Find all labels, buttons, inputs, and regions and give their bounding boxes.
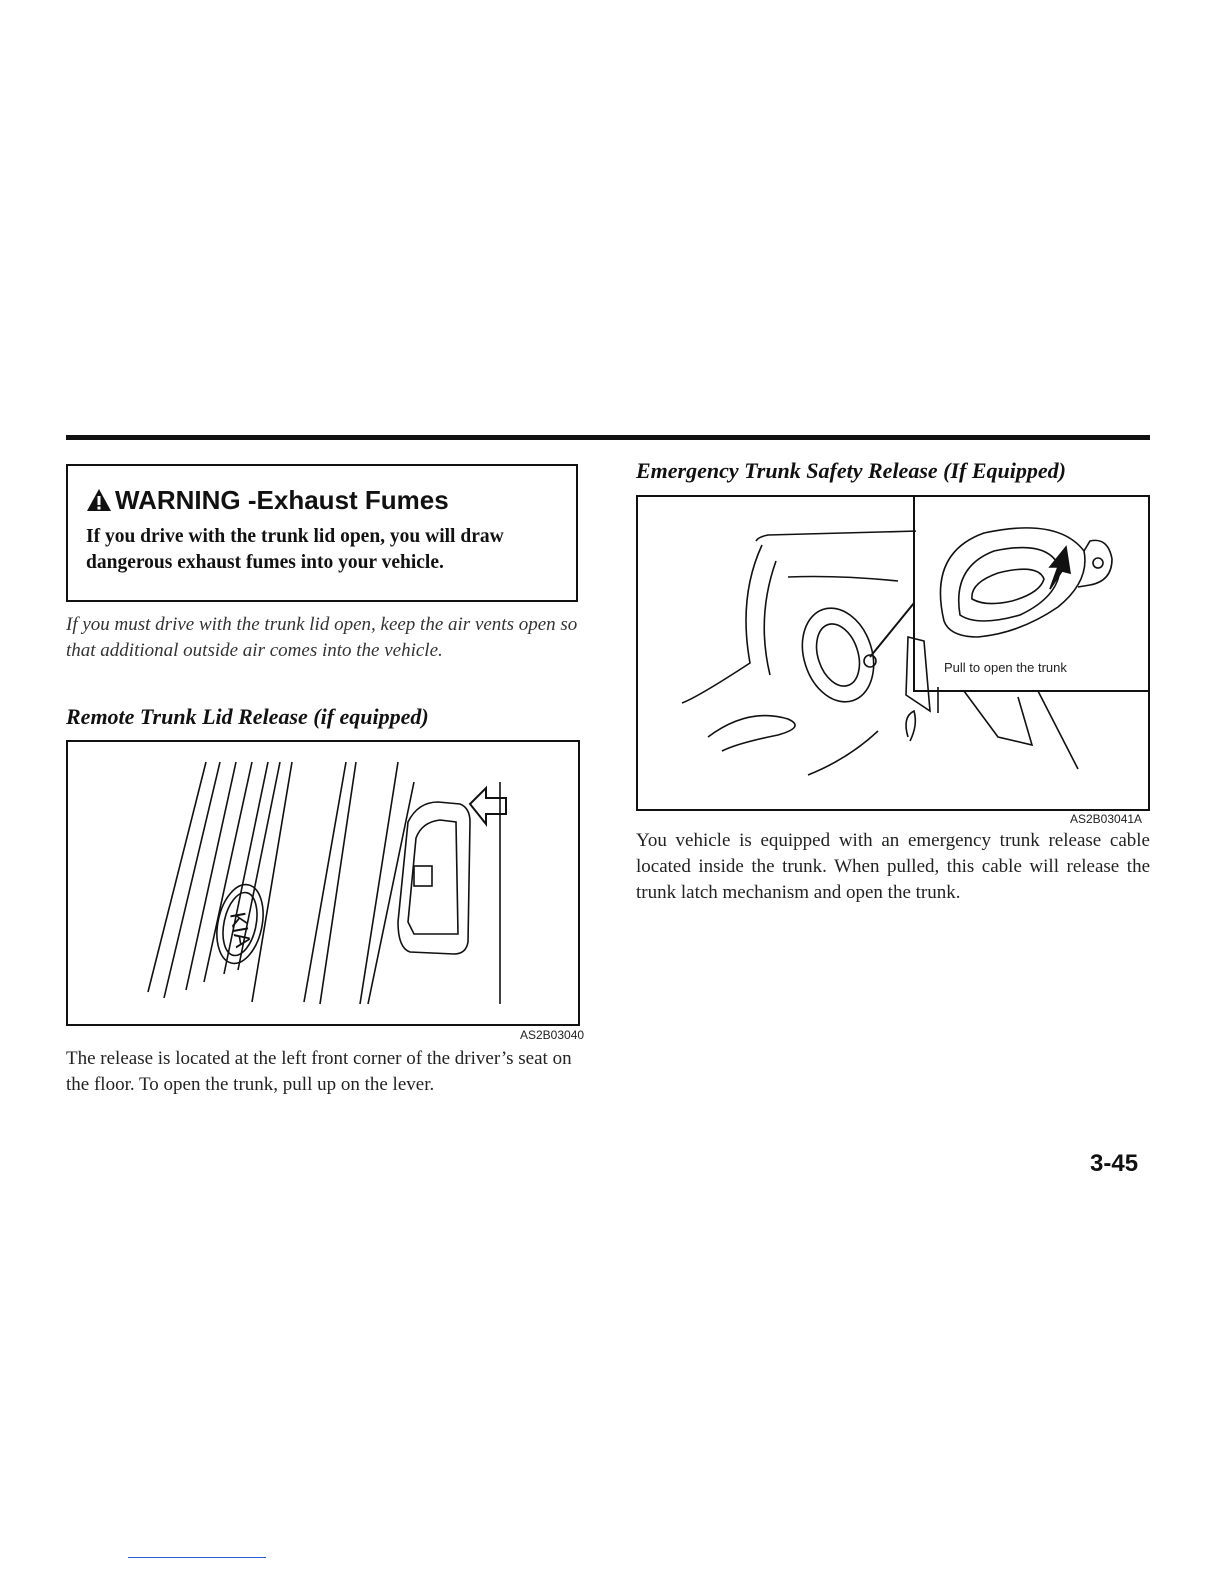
- footer-line: [128, 1557, 266, 1558]
- remote-figure-code: AS2B03040: [520, 1028, 585, 1042]
- remote-release-figure: [66, 740, 580, 1026]
- emergency-release-figure: [636, 495, 1150, 811]
- warning-triangle-icon: [86, 488, 112, 512]
- page-number: 3-45: [1090, 1150, 1139, 1177]
- callout-label: Pull to open the trunk: [944, 660, 1067, 675]
- remote-release-text: The release is located at the left front corner of the driver’s seat on the floor. To open the trunk, pull up on the lever.: [66, 1048, 572, 1095]
- remote-release-heading: Remote Trunk Lid Release (if equipped): [66, 704, 429, 729]
- warning-title: [86, 484, 576, 516]
- warning-box: [66, 464, 578, 602]
- emergency-release-text: You vehicle is equipped with an emergency trunk release cable located inside the trunk. When pulled, this cable will release the trunk latch mechanism and open the trunk.: [636, 830, 1150, 903]
- italic-note: If you must drive with the trunk lid open, keep the air vents open so that additional outside air comes into the vehicle.: [66, 614, 578, 661]
- warning-title-text: WARNING -Exhaust Fumes: [115, 485, 449, 515]
- svg-text:KIA: KIA: [225, 910, 256, 950]
- emergency-figure-code: AS2B03041A: [1070, 812, 1143, 826]
- warning-body: If you drive with the trunk lid open, you will draw dangerous exhaust fumes into your vehicle.: [86, 526, 504, 573]
- header-rule: [66, 435, 1150, 440]
- emergency-release-heading: Emergency Trunk Safety Release (If Equipped): [636, 458, 1066, 483]
